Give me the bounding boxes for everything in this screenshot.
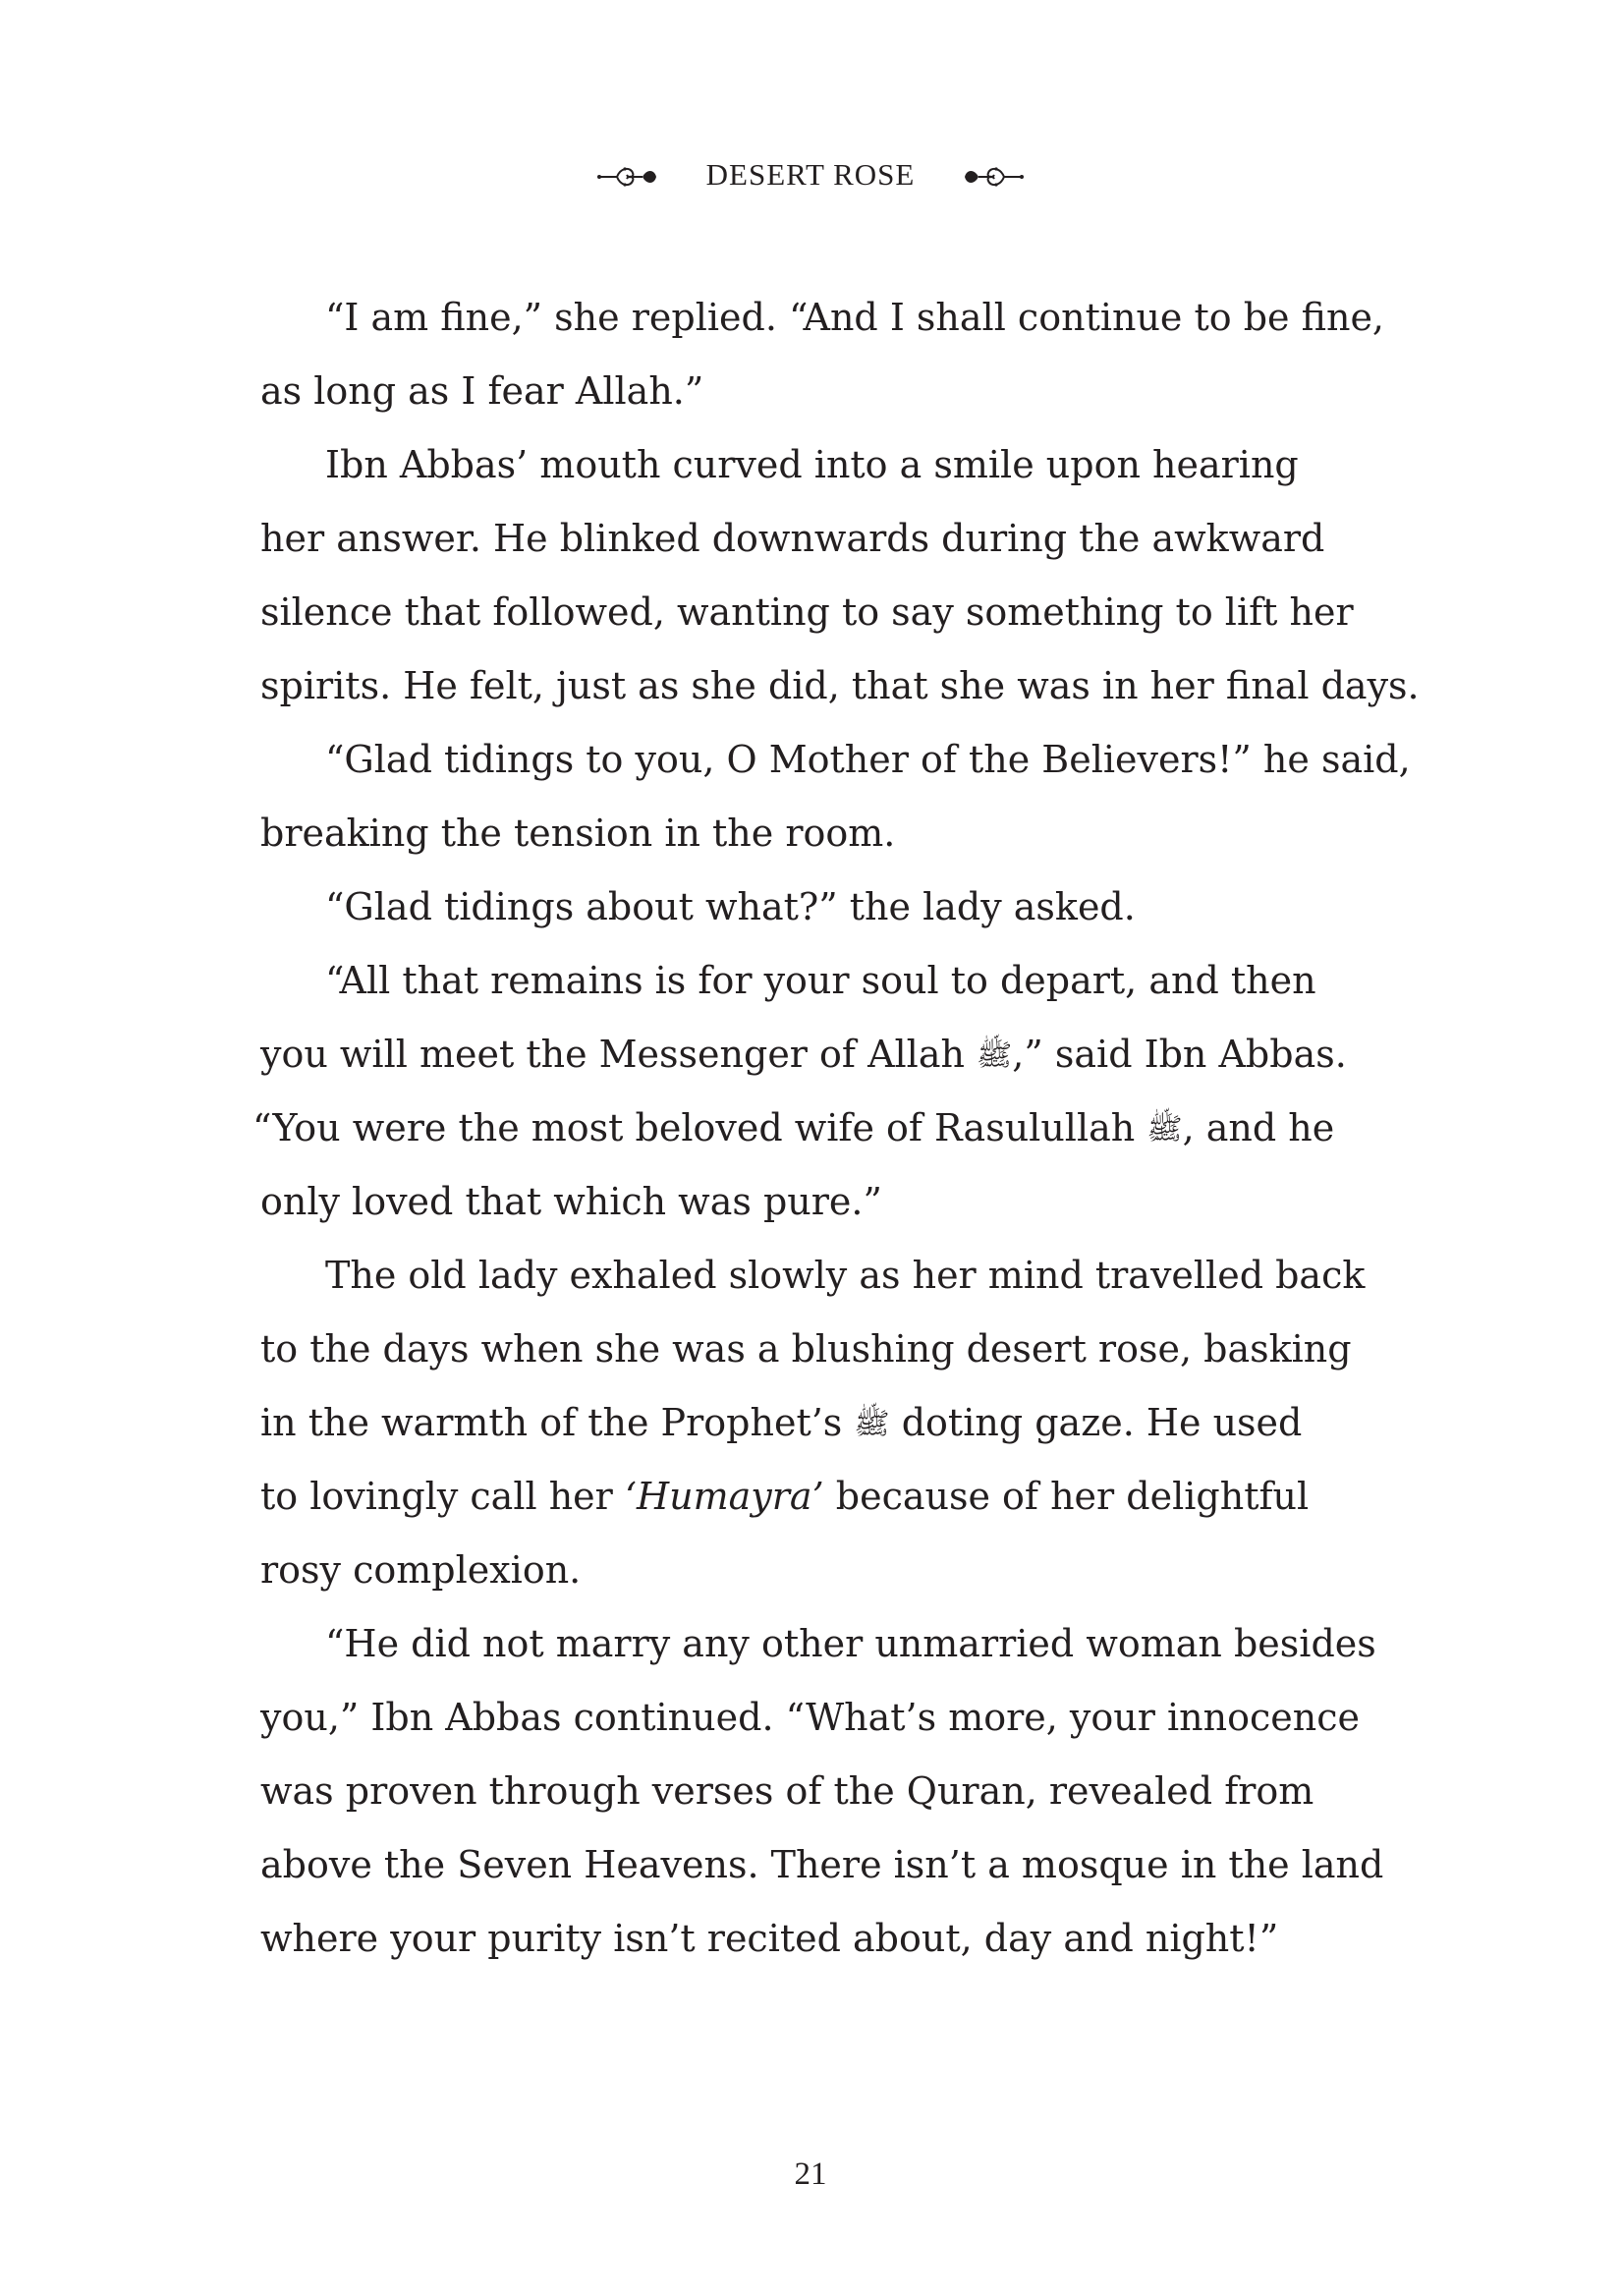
left-fleuron-icon xyxy=(597,161,660,189)
text-line: “I am fine,” she replied. “And I shall continue to be fine, xyxy=(325,296,1385,339)
text-line: in the warmth of the Prophet’s ﷺ doting gaze. He used xyxy=(260,1401,1303,1444)
running-head xyxy=(0,152,1621,195)
salutation-glyph-icon: ﷺ xyxy=(854,1407,890,1441)
text-line: her answer. He blinked downwards during the awkward xyxy=(260,517,1325,560)
text-line: Ibn Abbas’ mouth curved into a smile upon hearing xyxy=(325,443,1299,486)
text-line: to lovingly call her ‘Humayra’ because of her delightful xyxy=(260,1475,1310,1518)
text-line: “He did not marry any other unmarried woman besides xyxy=(325,1622,1376,1665)
text-line: was proven through verses of the Quran, revealed from xyxy=(260,1769,1314,1813)
text-line: “Glad tidings to you, O Mother of the Believers!” he said, xyxy=(325,738,1411,781)
running-title: DESERT ROSE xyxy=(705,156,916,192)
text-line: The old lady exhaled slowly as her mind travelled back xyxy=(325,1254,1366,1297)
text-line: “All that remains is for your soul to depart, and then xyxy=(325,959,1316,1002)
text-line: as long as I fear Allah.” xyxy=(260,369,704,413)
text-line: only loved that which was pure.” xyxy=(260,1180,882,1223)
salutation-glyph-icon: ﷺ xyxy=(977,1038,1013,1073)
text-line: spirits. He felt, just as she did, that she was in her final days. xyxy=(260,664,1420,707)
text-line: silence that followed, wanting to say something to lift her xyxy=(260,590,1354,634)
text-line: to the days when she was a blushing desert rose, basking xyxy=(260,1327,1352,1371)
text-line: rosy complexion. xyxy=(260,1548,582,1592)
text-line: above the Seven Heavens. There isn’t a mosque in the land xyxy=(260,1843,1384,1886)
italic-name: ‘Humayra’ xyxy=(624,1475,824,1518)
text-line: “You were the most beloved wife of Rasulullah ﷺ, and he xyxy=(252,1106,1335,1149)
text-line: where your purity isn’t recited about, day and night!” xyxy=(260,1917,1279,1960)
text-line: you,” Ibn Abbas continued. “What’s more, your innocence xyxy=(260,1696,1360,1739)
salutation-glyph-icon: ﷺ xyxy=(1146,1112,1183,1147)
text-line: you will meet the Messenger of Allah ﷺ,” said Ibn Abbas. xyxy=(260,1033,1347,1076)
text-line: breaking the tension in the room. xyxy=(260,812,896,855)
text-line: “Glad tidings about what?” the lady asked. xyxy=(325,885,1136,928)
right-fleuron-icon xyxy=(961,161,1024,189)
page-number: 21 xyxy=(794,2156,827,2192)
body-text xyxy=(252,281,1420,1976)
